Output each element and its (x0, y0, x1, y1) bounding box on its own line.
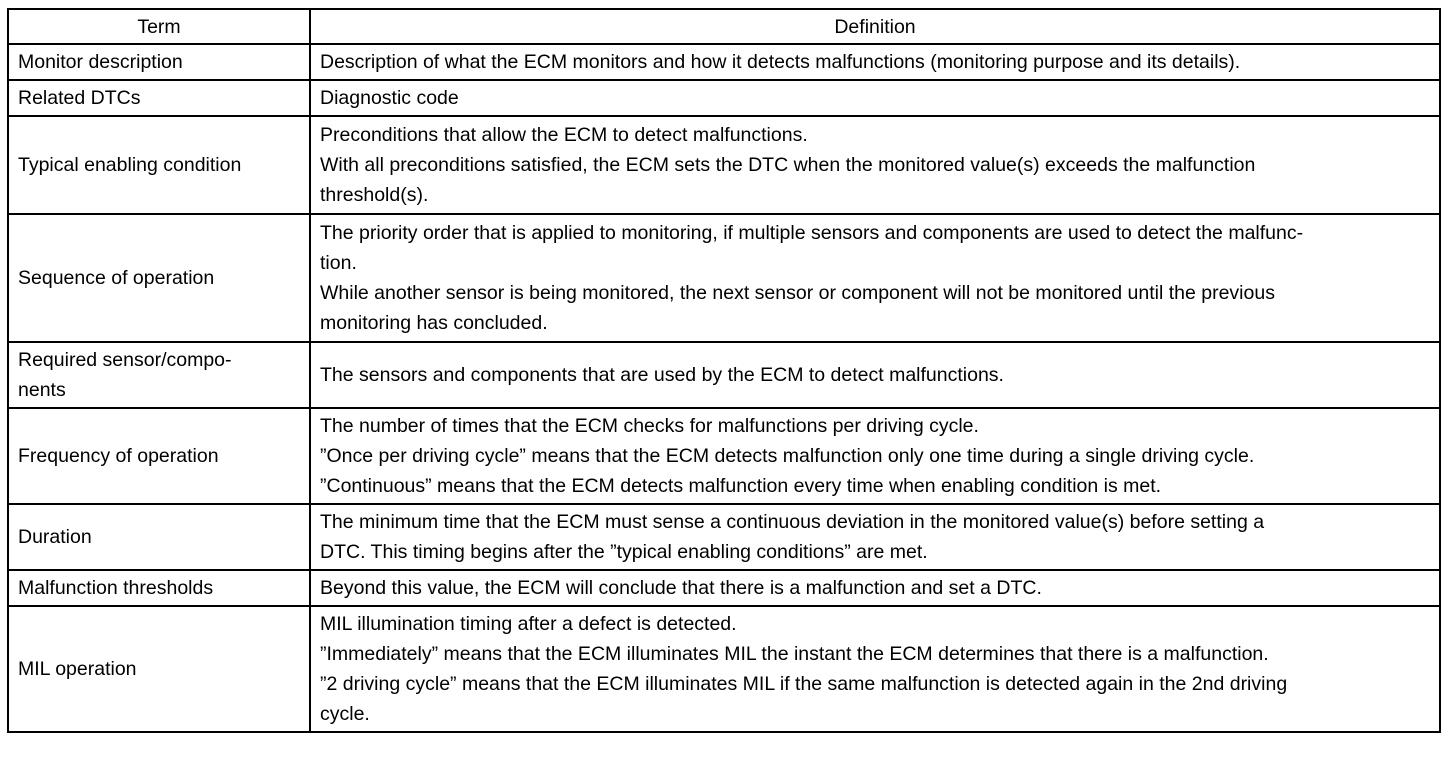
definition-text: cycle. (320, 703, 370, 725)
term-cell (8, 408, 310, 504)
definition-text: The number of times that the ECM checks for malfunctions per driving cycle. (320, 415, 979, 437)
table-row (8, 342, 1440, 408)
definition-table (7, 8, 1441, 733)
definition-text: Preconditions that allow the ECM to detect malfunctions. (320, 124, 808, 146)
table-row (8, 44, 1440, 80)
definition-cell (310, 214, 1440, 342)
term-cell (8, 80, 310, 116)
term-cell (8, 342, 310, 408)
definition-cell (310, 408, 1440, 504)
definition-cell (310, 116, 1440, 214)
definition-text: With all preconditions satisfied, the ECM sets the DTC when the monitored value(s) exceeds the malfunction (320, 154, 1256, 176)
definition-cell (310, 342, 1440, 408)
term-cell (8, 44, 310, 80)
term-cell (8, 116, 310, 214)
term-cell (8, 606, 310, 732)
definition-cell (310, 80, 1440, 116)
table-row (8, 408, 1440, 504)
table-row (8, 504, 1440, 570)
definition-text: ”Once per driving cycle” means that the ECM detects malfunction only one time during a single driving cycle. (320, 445, 1255, 467)
term-text: MIL operation (18, 658, 137, 680)
term-text: Typical enabling condition (18, 154, 242, 176)
term-text: Frequency of operation (18, 445, 219, 467)
definition-text: threshold(s). (320, 184, 429, 206)
term-cell (8, 214, 310, 342)
definition-text: ”Continuous” means that the ECM detects malfunction every time when enabling condition is met. (320, 475, 1162, 497)
definition-text: The priority order that is applied to monitoring, if multiple sensors and components are used to detect the malfunc- (320, 222, 1304, 244)
term-text: Sequence of operation (18, 267, 215, 289)
table-row (8, 570, 1440, 606)
term-cell (8, 570, 310, 606)
definition-text: Diagnostic code (320, 87, 459, 109)
table-row (8, 80, 1440, 116)
definition-text: Beyond this value, the ECM will conclude that there is a malfunction and set a DTC. (320, 577, 1042, 599)
term-text: Required sensor/compo- (18, 349, 232, 371)
definition-text: The sensors and components that are used by the ECM to detect malfunctions. (320, 364, 1004, 386)
definition-cell (310, 504, 1440, 570)
header-definition: Definition (310, 9, 1440, 44)
term-text: Malfunction thresholds (18, 577, 214, 599)
definition-text: The minimum time that the ECM must sense a continuous deviation in the monitored value(s) before setting a (320, 511, 1265, 533)
definition-text: ”2 driving cycle” means that the ECM illuminates MIL if the same malfunction is detected again in the 2nd driving (320, 673, 1288, 695)
table-header-row (8, 9, 1440, 44)
definition-text: ”Immediately” means that the ECM illuminates MIL the instant the ECM determines that there is a malfunction. (320, 643, 1269, 665)
definition-text: While another sensor is being monitored, the next sensor or component will not be monitored until the previous (320, 282, 1275, 304)
definition-text: Description of what the ECM monitors and how it detects malfunctions (monitoring purpose and its details). (320, 51, 1241, 73)
term-cell (8, 504, 310, 570)
table-row (8, 214, 1440, 342)
term-text: Duration (18, 526, 92, 548)
definition-cell (310, 606, 1440, 732)
definition-text: DTC. This timing begins after the ”typical enabling conditions” are met. (320, 541, 928, 563)
term-text: Related DTCs (18, 87, 141, 109)
definition-text: MIL illumination timing after a defect is detected. (320, 613, 737, 635)
table-row (8, 606, 1440, 732)
definition-cell (310, 44, 1440, 80)
definition-table-wrapper (7, 8, 1439, 733)
header-term: Term (8, 9, 310, 44)
definition-cell (310, 570, 1440, 606)
definition-text: monitoring has concluded. (320, 312, 548, 334)
term-text: Monitor description (18, 51, 183, 73)
definition-text: tion. (320, 252, 357, 274)
term-text: nents (18, 379, 66, 401)
table-row (8, 116, 1440, 214)
